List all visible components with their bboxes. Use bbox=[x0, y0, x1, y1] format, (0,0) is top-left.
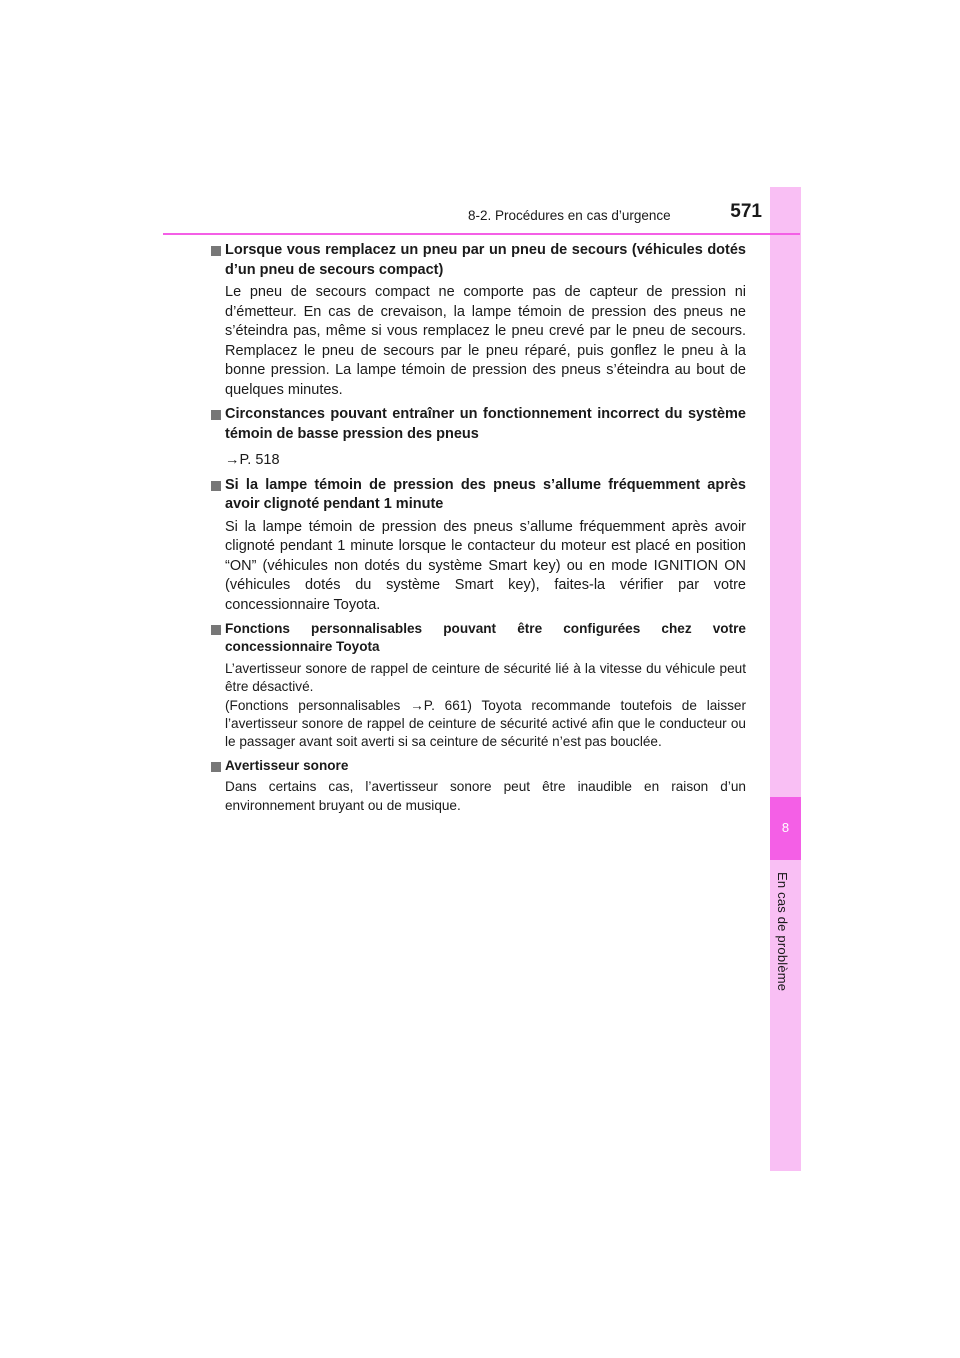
page-content bbox=[210, 241, 746, 820]
item-body-line: L’avertisseur sonore de rappel de ceinture de sécurité lié à la vitesse du véhicule peut être désactivé. bbox=[225, 660, 746, 695]
page-reference: →P. 518 bbox=[225, 452, 280, 468]
list-item bbox=[210, 476, 746, 616]
chapter-title: En cas de problème bbox=[775, 872, 790, 992]
list-item bbox=[210, 620, 746, 752]
item-heading bbox=[210, 476, 746, 515]
item-heading-text: Lorsque vous remplacez un pneu par un pneu de secours (véhicules dotés d’un pneu de secours compact) bbox=[225, 242, 746, 278]
item-body-line: (Fonctions personnalisables →P. 661) Toyota recommande toutefois de laisser l’avertisseur sonore de rappel de ceinture de sécurité activé afin que le conducteur ou le passager avant soit averti si sa ceinture de sécurité n’est pas bouclée. bbox=[225, 697, 746, 750]
item-body: Si la lampe témoin de pression des pneus s’allume fréquemment après avoir clignoté pendant 1 minute lorsque le contacteur du moteur est placé en position “ON” (véhicules non dotés du système Smart key) ou en mode IGNITION ON (véhicules dotés du système Smart key), faites-la vérifier par votre concessionnaire Toyota. bbox=[225, 518, 746, 613]
item-heading bbox=[210, 405, 746, 444]
item-heading bbox=[210, 757, 746, 775]
square-bullet-icon bbox=[211, 481, 221, 491]
item-heading bbox=[210, 620, 746, 657]
item-heading-text: Avertisseur sonore bbox=[225, 757, 349, 773]
chapter-number: 8 bbox=[781, 820, 790, 835]
item-heading-text: Si la lampe témoin de pression des pneus s’allume fréquemment après avoir clignoté pendant 1 minute bbox=[225, 476, 746, 512]
list-item bbox=[210, 241, 746, 400]
square-bullet-icon bbox=[211, 410, 221, 420]
item-heading-text: Circonstances pouvant entraîner un fonctionnement incorrect du système témoin de basse pression des pneus bbox=[225, 406, 746, 442]
square-bullet-icon bbox=[211, 246, 221, 256]
header-rule bbox=[163, 233, 800, 235]
item-heading-text: Fonctions personnalisables pouvant être configurées chez votre concessionnaire Toyota bbox=[225, 621, 746, 655]
list-item bbox=[210, 405, 746, 471]
square-bullet-icon bbox=[211, 625, 221, 635]
item-body bbox=[210, 660, 746, 752]
item-body: Le pneu de secours compact ne comporte pas de capteur de pression ni d’émetteur. En cas de crevaison, la lampe témoin de pression des pneus ne s’éteindra pas, même si vous remplacez le pneu crevé par le pneu de secours. Remplacez le pneu de secours par le pneu réparé, puis gonflez le pneu à la bonne pression. La lampe témoin de pression des pneus s’éteindra au bout de quelques minutes. bbox=[225, 284, 746, 398]
square-bullet-icon bbox=[211, 762, 221, 772]
chapter-side-tab bbox=[770, 187, 801, 1171]
item-heading bbox=[210, 241, 746, 280]
page-number: 571 bbox=[730, 201, 762, 222]
item-body: Dans certains cas, l’avertisseur sonore peut être inaudible en raison d’un environnement bruyant ou de musique. bbox=[225, 779, 746, 813]
section-title: 8-2. Procédures en cas d’urgence bbox=[468, 208, 671, 223]
list-item bbox=[210, 757, 746, 815]
